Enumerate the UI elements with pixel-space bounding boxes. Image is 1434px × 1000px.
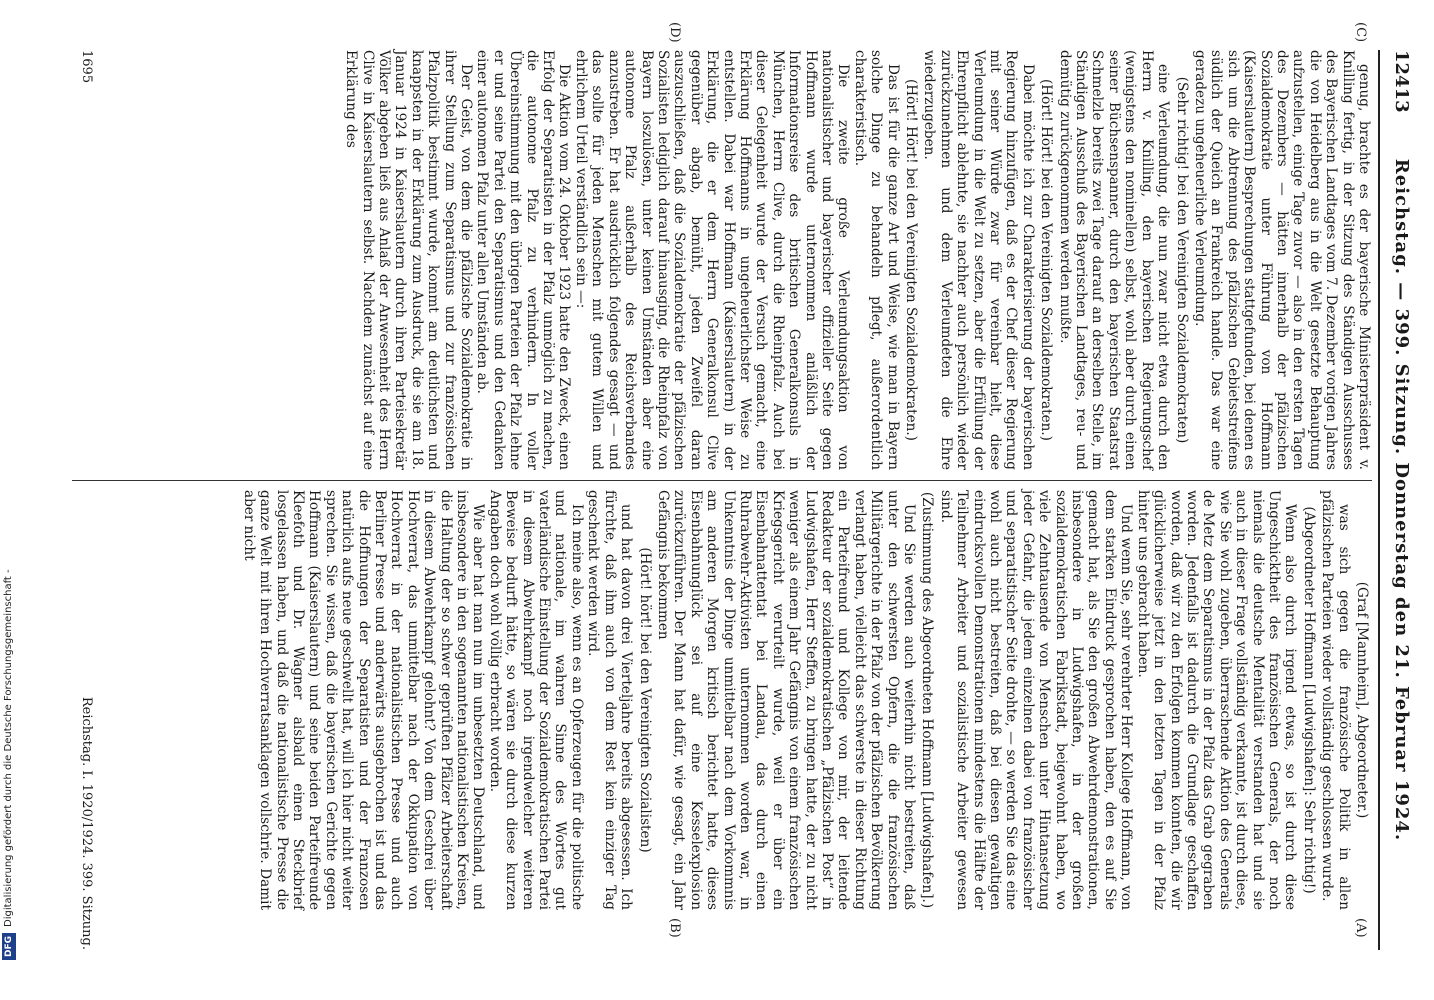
- dfg-credit-text: Digitalisierung gefördert durch die Deutsche Forschungsgemeinschaft -: [3, 569, 14, 927]
- footer-source: Reichstag. I. 1920/1924. 399. Sitzung.: [79, 696, 94, 950]
- column-divider: [72, 480, 1372, 481]
- paragraph: Wie aber hat man nun im unbesetzten Deutschland, und insbesondere in den sogenannten nationalistischen Kreisen, die Haltung der so schwer geprüften Pfälzer Arbeiterschaft in diesem Abwehrkampf gelohnt? Von dem Geschrei über Hochverrat, das unmittelbar nach der Okkupation von Hochverrat in der nationalistischen Presse und auch Berliner Presse und anderwärts ausgebrochen ist und das die Hoffnungen der Separatisten und der Franzosen natürlich aufs neue geschwellt hat, will ich hier nicht weiter sprechen. Sie wissen, daß die bayerischen Gerichte gegen Hoffmann (Kaiserslautern) und seine beiden Parteifreunde Kleefoth und Dr. Wagner alsbald einen Steckbrief losgelassen haben, und daß die nationalistische Presse die ganze Welt mit ihren Hochverratsanklagen vollschrie. Damit aber nicht: [240, 490, 487, 910]
- page-title: Reichstag. — 399. Sitzung. Donnerstag den 21. Februar 1924.: [1391, 158, 1412, 842]
- margin-mark-b: (B): [667, 918, 682, 938]
- right-column: [240, 490, 1372, 910]
- paragraph: was sich gegen die französische Politik in allen pfälzischen Parteien wieder vollständig geschlossen wurde.: [1319, 490, 1352, 910]
- paragraph: Die Aktion vom 24. Oktober 1923 hatte den Zweck, einen Erfolg der Separatisten in der Pfalz unmöglich zu machen, die autonome Pfalz zu verhindern. In voller Übereinstimmung mit den übrigen Parteien der Pfalz lehne er und seine Partei den Separatismus und den Gedanken einer autonomen Pfalz unter allen Umständen ab.: [474, 50, 573, 470]
- paragraph: (Graf [Mannheim], Abgeordneter.): [1354, 581, 1370, 819]
- paragraph: genug, brachte es der bayerische Ministerpräsident v. Knilling fertig, in der Sitzung des Ständigen Ausschusses des Bayerischen Landtages vom 7. Dezember vorigen Jahres die von Heidelberg aus in die Welt gesetzte Behauptung aufzustellen, einige Tage zuvor — also in den ersten Tagen des Dezembers — hätten innerhalb der pfälzischen Sozialdemokratie unter Führung von Hoffmann (Kaiserslautern) Besprechungen stattgefunden, bei denen es sich um die Abtrennung des pfälzischen Gebietsstreifens südlich der Queich an Frankreich handle. Das war eine geradezu ungeheuerliche Verleumdung.: [1191, 50, 1372, 470]
- paragraph: (Zustimmung des Abgeordneten Hoffmann [Ludwigshafen].): [919, 491, 936, 909]
- paragraph: und hat davon drei Vierteljahre bereits abgesessen. Ich fürchte, daß ihm auch von dem Rest kein einziger Tag geschenkt werden wird.: [585, 490, 635, 910]
- margin-mark-a: (A): [1353, 918, 1368, 938]
- margin-mark-c: (C): [1353, 22, 1368, 43]
- paragraph: (Hört! hört! bei den Vereinigten Sozialisten): [636, 547, 653, 853]
- paragraph: eine Verleumdung, die nun zwar nicht etwa durch den Herrn v. Knilling, den bayerischen Regierungschef (wenigstens den nominellen) selbst, wohl aber durch einen seiner Büchsenspanner, durch den bayerischen Staatsrat Schmelzle bereits zwei Tage darauf an derselben Stelle, im Ständigen Ausschuß des Bayerischen Landtages, reu- und demütig zurückgenommen werden mußte.: [1056, 50, 1172, 470]
- paragraph: Die zweite große Verleumdungsaktion von nationalistischer und bayerischer offizieller Seite gegen Hoffmann wurde unternommen anläßlich der Informationsreise des britischen Generalkonsuls in München, Herrn Clive, durch die Rheinpfalz. Auch bei dieser Gelegenheit wurde der Versuch gemacht, eine Erklärung Hoffmanns in ungeheuerlichster Weise zu entstellen. Dabei war Hoffmann (Kaiserslautern) in der Erklärung, die er dem Herrn Generalkonsul Clive gegenüber abgab, bemüht, jeden Zweifel daran auszuschließen, daß die Sozialdemokratie der pfälzischen Sozialisten lediglich darauf hinausging, die Rheinpfalz von Bayern loszulösen, unter keinen Umständen aber eine autonome Pfalz außerhalb des Reichsverbandes anzustreben. Er hat ausdrücklich folgendes gesagt — und das sollte für jeden Menschen mit gutem Willen und ehrlichem Urteil verständlich sein —:: [572, 50, 852, 470]
- left-column: [343, 50, 1372, 470]
- page-number: 12413: [1391, 50, 1412, 113]
- paragraph: Und wenn Sie, sehr verehrter Herr Kollege Hoffmann, von dem starken Eindruck gesprochen haben, den es auf Sie gemacht hat, als Sie den großen Abwehrdemonstrationen, insbesondere in Ludwigshafen, in der großen sozialdemokratischen Fabrikstadt, beigewohnt haben, wo viele Zehntausende von Menschen unter Hintansetzung jeder Gefahr, die jedem einzelnen dabei von französischer und separatistischer Seite drohte, — so werden Sie das eine wohl auch nicht bestreiten, daß bei diesen gewaltigen eindrucksvollen Demonstrationen mindestens die Hälfte der Teilnehmer Arbeiter und sozialistische Arbeiter gewesen sind.: [937, 490, 1135, 910]
- paragraph: (Hört! Hört! bei den Vereinigten Sozialdemokraten.): [903, 78, 920, 441]
- paragraph: Dabei möchte ich zur Charakterisierung der bayerischen Regierung hinzufügen, daß es der Chef dieser Regierung mit seiner Würde zwar für vereinbar hielt, diese Verleumdung in die Welt zu setzen, aber die Erfüllung der Ehrenpflicht ablehnte, sie nachher auch persönlich wieder zurückzunehmen und dem Verleumdeten die Ehre wiederzugeben.: [921, 50, 1036, 470]
- paragraph: Der Geist, von dem die pfälzische Sozialdemokratie in ihrer Stellung zum Separatismus und zur französischen Pfalzpolitik bestimmt wurde, kommt am deutlichsten und knappsten in der Erklärung zum Ausdruck, die sie am 18. Januar 1924 in Kaiserslautern durch ihren Parteisekretär Völker abgeben ließ aus Anlaß der Anwesenheit des Herrn Clive in Kaiserslautern selbst. Nachdem zunächst auf eine Erklärung des: [343, 50, 475, 470]
- paragraph: (Hört! Hört! bei den Vereinigten Sozialdemokraten.): [1038, 78, 1055, 441]
- text-columns: [72, 22, 1372, 950]
- margin-mark-d: (D): [667, 22, 682, 43]
- paragraph: (Abgeordneter Hoffmann [Ludwigshafen]: Sehr richtig!): [1300, 506, 1317, 894]
- paragraph: Wenn also durch irgend etwas, so ist durch diese Ungeschicktheit des französischen Generals, der noch niemals die deutsche Mentalität verstanden hat und sie auch in dieser Frage vollständig verkannte, ist durch diese, wie Sie wohl zugeben, überraschende Aktion des Generals de Metz dem Separatismus in der Pfalz das Grab gegraben worden. Jedenfalls ist dadurch die Grundlage geschaffen worden, daß wir zu den Erfolgen kommen konnten, die wir glücklicherweise jetzt in den letzten Tagen in der Pfalz hinter uns gebracht haben.: [1134, 490, 1299, 910]
- paragraph: Ich meine also, wenn es an Opferzeugen für die politische und nationale, im wahren Sinne des Wortes gut vaterländische Einstellung der Sozialdemokratischen Partei in diesem Abwehrkampf noch irgendwelcher weiteren Beweise bedurft hätte, so wären sie durch diese kurzen Angaben doch wohl völlig erbracht worden.: [486, 490, 585, 910]
- paragraph: Und Sie werden auch weiterhin nicht bestreiten, daß unter den schwersten Opfern, die die französischen Militärgerichte in der Pfalz von der pfälzischen Bevölkerung verlangt haben, vielleicht das schwerste in dieser Richtung ein Parteifreund und Kollege von mir, der leitende Redakteur der sozialdemokratischen „Pfälzischen Post“ in Ludwigshafen, Herr Steffen, zu bringen hatte, der zu nicht weniger als einem Jahr Gefängnis von einem französischen Kriegsgericht verurteilt wurde, weil er über ein Eisenbahnattentat bei Landau, das durch einen Ruhrabwehr-Aktivisten unternommen worden war, in Unkenntnis der Dinge unmittelbar nach dem Vorkommnis am anderen Morgen kritisch berichtet hatte, dieses Eisenbahnunglück sei auf eine Kesselexplosion zurückzuführen. Der Mann hat dafür, wie gesagt, ein Jahr Gefängnis bekommen: [654, 490, 918, 910]
- footer-page-number: 1695: [79, 50, 94, 84]
- paragraph: Das ist für die ganze Art und Weise, wie man in Bayern solche Dinge zu behandeln pflegt, außerordentlich charakteristisch.: [851, 50, 901, 470]
- paragraph: (Sehr richtig! bei den Vereinigten Sozialdemokraten): [1173, 76, 1190, 444]
- dfg-logo: DFG: [2, 933, 16, 960]
- page-header: [1382, 50, 1416, 950]
- header-rule: [1378, 50, 1380, 950]
